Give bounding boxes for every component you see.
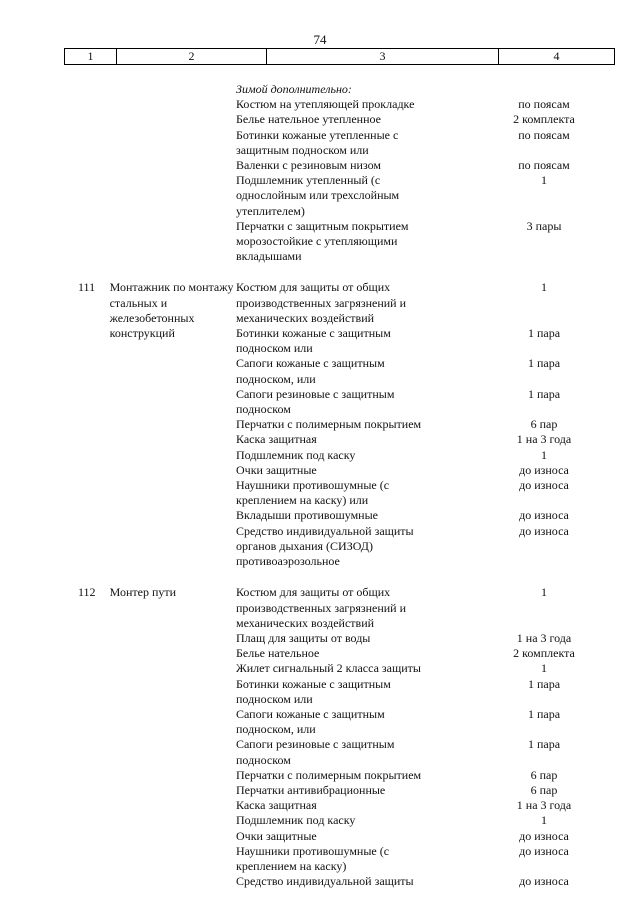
ppe-item-quantity: 6 пар	[530, 767, 558, 782]
ppe-item-quantity: до износа	[519, 462, 569, 477]
ppe-item-name: Сапоги кожаные с защитным подноском, или	[236, 706, 385, 737]
ppe-item-name: Сапоги кожаные с защитным подноском, или	[236, 356, 385, 386]
ppe-item-quantity: 1 пара	[527, 676, 561, 691]
ppe-item-quantity: 1	[541, 813, 547, 828]
list-item	[236, 448, 626, 463]
profession-name: Монтажник по монтажу стальных и железобетонных конструкций	[109, 280, 234, 341]
ppe-item-quantity: 1 на 3 года	[516, 798, 572, 813]
list-item	[236, 677, 626, 707]
list-item	[236, 646, 626, 661]
list-item	[236, 478, 626, 508]
ppe-item-name: Средство индивидуальной защиты	[236, 874, 414, 889]
ppe-item-name: Подшлемник под каску	[236, 447, 356, 462]
ppe-item-name: Каска защитная	[236, 798, 317, 813]
ppe-item-quantity: 1	[541, 280, 547, 295]
ppe-item-name: Костюм для защиты от общих производственных загрязнений и механических воздействий	[236, 280, 407, 325]
list-item	[236, 173, 626, 219]
ppe-item-name: Вкладыши противошумные	[236, 508, 378, 523]
column-header-row	[64, 48, 615, 65]
ppe-item-name: Очки защитные	[236, 828, 317, 843]
ppe-item-name: Костюм на утепляющей прокладке	[236, 97, 415, 112]
ppe-item-quantity: 1 на 3 года	[516, 432, 572, 447]
ppe-item-quantity: 1	[541, 447, 547, 462]
ppe-item-list	[236, 82, 626, 264]
ppe-item-quantity: 6 пар	[530, 782, 558, 797]
ppe-item-quantity: 1 пара	[527, 356, 561, 371]
ppe-item-name: Наушники противошумные (с креплением на каску)	[236, 843, 390, 873]
list-item	[236, 280, 626, 326]
section-subheading: Зимой дополнительно:	[236, 82, 352, 96]
column-header-2: 2	[117, 49, 267, 65]
ppe-item-name: Наушники противошумные (с креплением на каску) или	[236, 478, 390, 508]
ppe-item-quantity: до износа	[519, 478, 569, 493]
list-item	[236, 813, 626, 828]
list-item	[236, 737, 626, 767]
ppe-item-name: Ботинки кожаные с защитным подноском или	[236, 676, 391, 706]
list-item	[236, 661, 626, 676]
list-item	[236, 707, 626, 737]
table-row-group	[66, 280, 626, 569]
ppe-item-quantity: до износа	[519, 508, 569, 523]
ppe-item-name: Каска защитная	[236, 432, 317, 447]
column-header-3: 3	[267, 49, 499, 65]
ppe-item-name: Перчатки с полимерным покрытием	[236, 417, 422, 432]
page-number: 74	[313, 32, 327, 47]
list-item	[236, 97, 626, 112]
ppe-item-name: Белье нательное	[236, 646, 320, 661]
ppe-item-quantity: 1 на 3 года	[516, 630, 572, 645]
list-item	[236, 432, 626, 447]
ppe-item-name: Очки защитные	[236, 462, 317, 477]
ppe-item-quantity: до износа	[519, 843, 569, 858]
ppe-item-name: Жилет сигнальный 2 класса защиты	[236, 661, 421, 676]
ppe-item-quantity: 6 пар	[530, 417, 558, 432]
ppe-item-quantity: по поясам	[518, 158, 570, 173]
list-item	[236, 829, 626, 844]
ppe-item-name: Перчатки антивибрационные	[236, 782, 386, 797]
ppe-item-name: Подшлемник утепленный (с однослойным или трехслойным утеплителем)	[236, 173, 400, 218]
ppe-item-name: Валенки с резиновым низом	[236, 158, 382, 173]
ppe-item-quantity: 1 пара	[527, 737, 561, 752]
ppe-item-quantity: 2 комплекта	[513, 646, 575, 661]
ppe-item-quantity: по поясам	[518, 127, 570, 142]
ppe-item-name: Перчатки с защитным покрытием морозостойкие с утепляющими вкладышами	[236, 218, 409, 264]
list-item	[236, 326, 626, 356]
list-item	[236, 508, 626, 523]
ppe-item-name: Костюм для защиты от общих производственных загрязнений и механических воздействий	[236, 585, 407, 630]
ppe-item-name: Перчатки с полимерным покрытием	[236, 767, 422, 782]
ppe-item-quantity: 1	[541, 661, 547, 676]
list-item	[236, 874, 626, 889]
profession-name	[110, 82, 236, 264]
list-item	[236, 387, 626, 417]
ppe-item-quantity: по поясам	[518, 97, 570, 112]
list-item	[236, 631, 626, 646]
ppe-item-name: Плащ для защиты от воды	[236, 630, 371, 645]
ppe-item-name: Сапоги резиновые с защитным подноском	[236, 386, 395, 417]
row-number: 111	[78, 280, 96, 295]
ppe-item-quantity: 1	[541, 173, 547, 188]
row-number: 112	[78, 585, 96, 600]
ppe-item-quantity: до износа	[519, 523, 569, 538]
ppe-item-name: Ботинки кожаные утепленные с защитным подноском или	[236, 127, 399, 157]
column-header-1: 1	[65, 49, 117, 65]
ppe-item-quantity: 1	[541, 585, 547, 600]
table-row-group	[66, 82, 626, 264]
profession-name: Монтер пути	[109, 585, 177, 600]
table-row-group	[66, 585, 626, 889]
column-header-4: 4	[499, 49, 615, 65]
ppe-item-quantity: до износа	[519, 874, 569, 889]
list-item	[236, 219, 626, 265]
list-item	[236, 783, 626, 798]
row-number	[66, 82, 110, 264]
list-item	[236, 585, 626, 631]
ppe-item-quantity: 1 пара	[527, 386, 561, 401]
list-item	[236, 844, 626, 874]
ppe-item-quantity: 3 пары	[526, 218, 562, 233]
ppe-item-list	[236, 280, 626, 569]
list-item	[236, 356, 626, 386]
list-item	[236, 463, 626, 478]
ppe-item-name: Ботинки кожаные с защитным подноском или	[236, 326, 391, 356]
list-item	[236, 128, 626, 158]
ppe-table-body	[66, 82, 626, 905]
list-item	[236, 798, 626, 813]
ppe-item-quantity: 2 комплекта	[513, 112, 575, 127]
ppe-item-quantity: 1 пара	[527, 326, 561, 341]
ppe-item-name: Сапоги резиновые с защитным подноском	[236, 737, 395, 767]
ppe-item-quantity: до износа	[519, 828, 569, 843]
list-item	[236, 768, 626, 783]
ppe-item-quantity: 1 пара	[527, 706, 561, 721]
list-item	[236, 524, 626, 570]
ppe-item-list	[236, 585, 626, 889]
ppe-item-name: Белье нательное утепленное	[236, 112, 381, 127]
list-item	[236, 158, 626, 173]
ppe-item-name: Средство индивидуальной защиты органов дыхания (СИЗОД) противоаэрозольное	[236, 523, 414, 569]
ppe-item-name: Подшлемник под каску	[236, 813, 356, 828]
list-item	[236, 417, 626, 432]
list-item	[236, 112, 626, 127]
